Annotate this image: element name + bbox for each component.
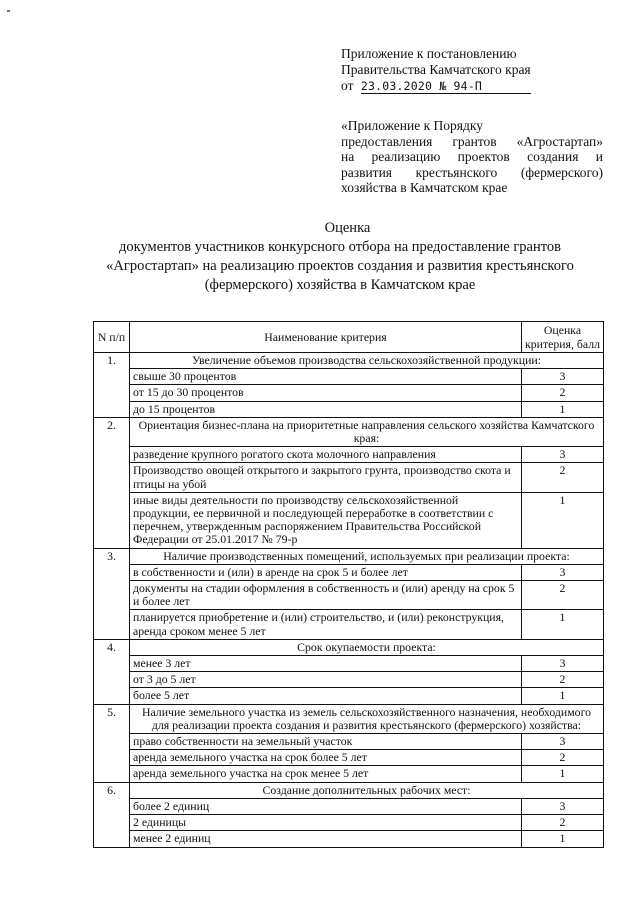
criterion-text: от 3 до 5 лет (130, 672, 522, 688)
section-number: 6. (94, 782, 130, 847)
criterion-score: 2 (522, 750, 604, 766)
signature-field (361, 79, 531, 94)
quote-line-2: предоставления грантов «Агростартап» (341, 133, 603, 149)
section-number: 4. (94, 639, 130, 704)
criterion-score: 1 (522, 401, 604, 417)
section-row (94, 417, 604, 446)
criterion-text: более 5 лет (130, 688, 522, 704)
header-num: N п/п (94, 322, 130, 353)
criterion-text: до 15 процентов (130, 401, 522, 417)
section-number: 2. (94, 417, 130, 548)
appendix-reference (341, 118, 603, 196)
criterion-row (94, 815, 604, 831)
section-row (94, 639, 604, 655)
header-score: Оценка критерия, балл (522, 322, 604, 353)
resolution-number: 23.03.2020 № 94-П (360, 79, 482, 93)
quote-line-4: развития крестьянского (фермерского) (341, 164, 603, 180)
section-title: Наличие производственных помещений, используемых при реализации проекта: (130, 548, 604, 564)
criterion-row (94, 564, 604, 580)
section-number: 5. (94, 704, 130, 782)
header-line-3 (341, 78, 603, 94)
section-row (94, 782, 604, 798)
criterion-row (94, 581, 604, 610)
section-title: Увеличение объемов производства сельскохозяйственной продукции: (130, 353, 604, 369)
quote-line-1: «Приложение к Порядку (341, 118, 483, 133)
criterion-text: документы на стадии оформления в собственность и (или) аренду на срок 5 и более лет (130, 581, 522, 610)
document-title: Оценка (324, 220, 371, 236)
criterion-row (94, 401, 604, 417)
criterion-text: более 2 единиц (130, 798, 522, 814)
header-line-1: Приложение к постановлению (341, 46, 517, 61)
criterion-row (94, 734, 604, 750)
scan-mark (7, 10, 10, 12)
criterion-score: 1 (522, 831, 604, 847)
criterion-row (94, 798, 604, 814)
criterion-score: 2 (522, 385, 604, 401)
criterion-row (94, 610, 604, 639)
section-row (94, 704, 604, 733)
criterion-text: планируется приобретение и (или) строительство, и (или) реконструкция, аренда сроком менее 5 лет (130, 610, 522, 639)
criteria-table (93, 321, 604, 848)
criterion-score: 1 (522, 688, 604, 704)
section-row (94, 548, 604, 564)
table-header-row (94, 322, 604, 353)
criterion-text: аренда земельного участка на срок более 5 лет (130, 750, 522, 766)
date-prefix: от (341, 78, 354, 93)
criterion-text: иные виды деятельности по производству сельскохозяйственной продукции, ее первичной и последующей переработке в соответствии с перечнем, утвержденным распоряжением Правительства Российской Федерации от 25.01.2017 № 79-р (130, 492, 522, 548)
criterion-text: 2 единицы (130, 815, 522, 831)
criterion-text: в собственности и (или) в аренде на срок 5 и более лет (130, 564, 522, 580)
header-line-2: Правительства Камчатского края (341, 62, 531, 77)
criterion-score: 2 (522, 463, 604, 492)
criterion-score: 3 (522, 798, 604, 814)
criterion-row (94, 369, 604, 385)
section-row (94, 353, 604, 369)
criterion-row (94, 672, 604, 688)
criterion-text: аренда земельного участка на срок менее 5 лет (130, 766, 522, 782)
subtitle-line-3: (фермерского) хозяйства в Камчатском крае (204, 277, 476, 293)
criterion-row (94, 385, 604, 401)
criterion-score: 1 (522, 610, 604, 639)
section-title: Создание дополнительных рабочих мест: (130, 782, 604, 798)
criterion-score: 3 (522, 564, 604, 580)
criterion-row (94, 492, 604, 548)
criterion-score: 3 (522, 369, 604, 385)
criterion-score: 3 (522, 656, 604, 672)
quote-line-3: на реализацию проектов создания и (341, 149, 603, 165)
criterion-score: 2 (522, 815, 604, 831)
criterion-text: от 15 до 30 процентов (130, 385, 522, 401)
criterion-text: разведение крупного рогатого скота молочного направления (130, 447, 522, 463)
criterion-text: свыше 30 процентов (130, 369, 522, 385)
criterion-row (94, 463, 604, 492)
criterion-text: менее 3 лет (130, 656, 522, 672)
header-name: Наименование критерия (130, 322, 522, 353)
criterion-text: менее 2 единиц (130, 831, 522, 847)
criterion-row (94, 766, 604, 782)
criterion-score: 3 (522, 447, 604, 463)
criterion-text: право собственности на земельный участок (130, 734, 522, 750)
criterion-score: 1 (522, 492, 604, 548)
criterion-row (94, 447, 604, 463)
criterion-score: 2 (522, 581, 604, 610)
document-header (341, 46, 603, 94)
criterion-row (94, 688, 604, 704)
document-subtitle (40, 238, 640, 295)
criterion-score: 3 (522, 734, 604, 750)
criterion-score: 2 (522, 672, 604, 688)
criterion-row (94, 831, 604, 847)
section-title: Ориентация бизнес-плана на приоритетные направления сельского хозяйства Камчатского края: (130, 417, 604, 446)
section-title: Наличие земельного участка из земель сельскохозяйственного назначения, необходимого для реализации проекта создания и развития крестьянского (фермерского) хозяйства: (130, 704, 604, 733)
criterion-score: 1 (522, 766, 604, 782)
subtitle-line-1: документов участников конкурсного отбора на предоставление грантов (119, 239, 561, 255)
section-number: 3. (94, 548, 130, 639)
section-number: 1. (94, 353, 130, 418)
quote-line-5: хозяйства в Камчатском крае (341, 180, 508, 196)
subtitle-line-2: «Агростартап» на реализацию проектов создания и развития крестьянского (106, 258, 574, 274)
criterion-row (94, 750, 604, 766)
criterion-text: Производство овощей открытого и закрытого грунта, производство скота и птицы на убой (130, 463, 522, 492)
criterion-row (94, 656, 604, 672)
section-title: Срок окупаемости проекта: (130, 639, 604, 655)
